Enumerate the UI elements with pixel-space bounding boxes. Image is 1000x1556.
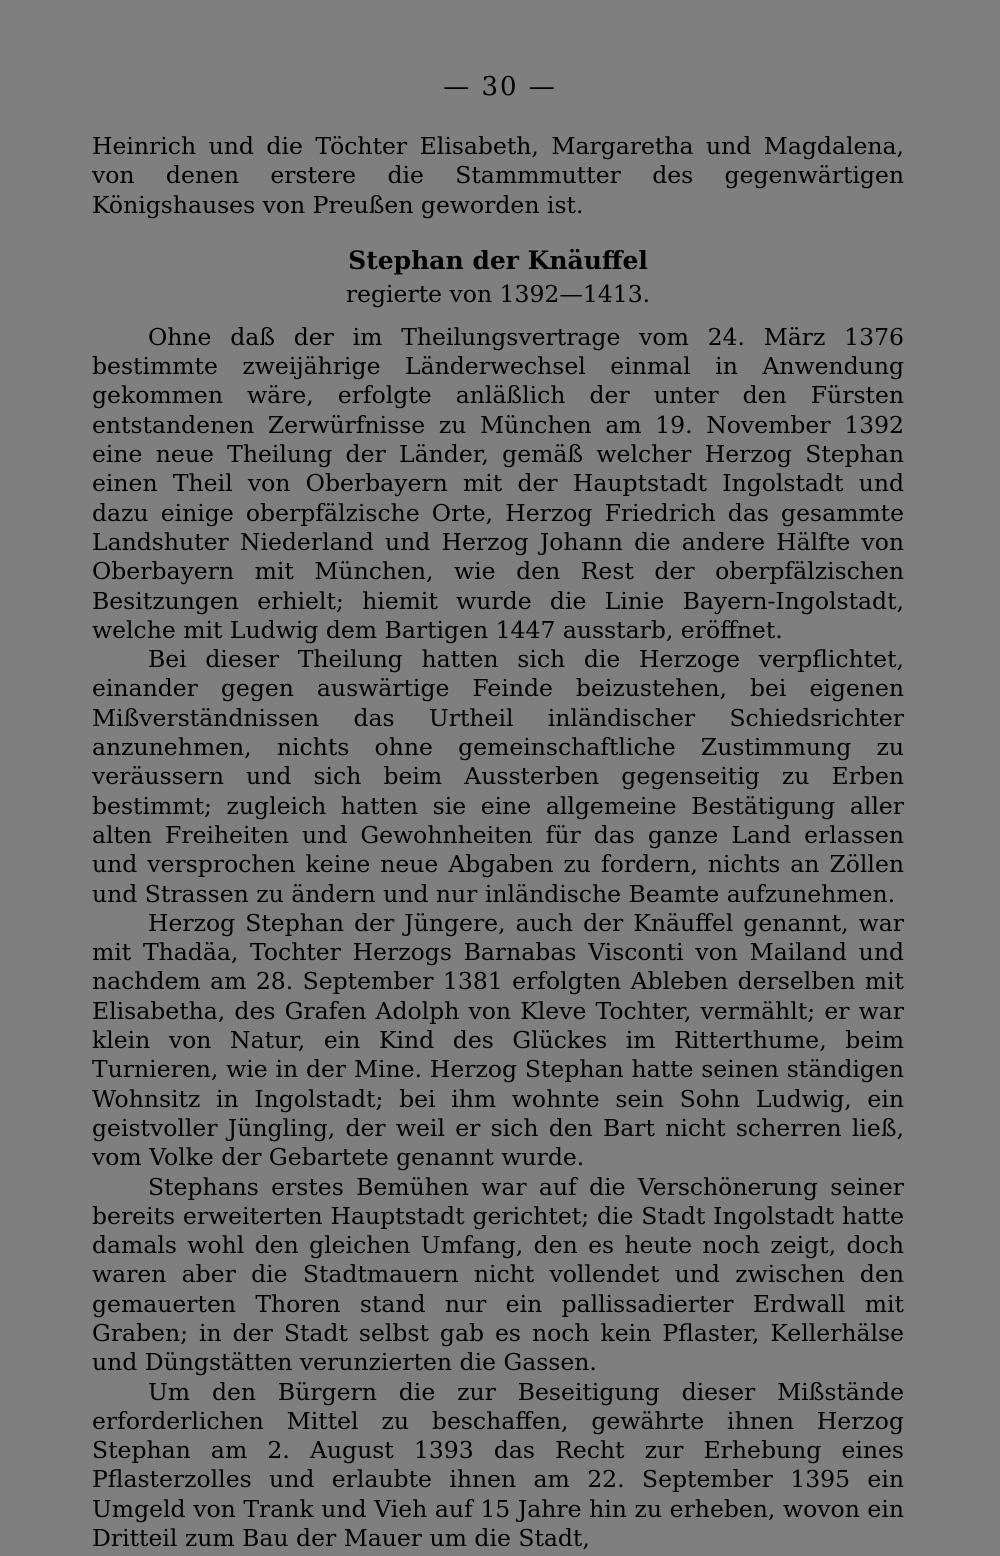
paragraph: Stephans erstes Bemühen war auf die Verschönerung seiner bereits erweiterten Hauptstadt gerichtet; die Stadt Ingolstadt hatte damals wohl den gleichen Umfang, den es heute noch zeigt, doch waren aber die Stadtmauern nicht vollendet und zwischen den gemauerten Thoren stand nur ein pallissadierter Erdwall mit Graben; in der Stadt selbst gab es noch kein Pflaster, Kellerhälse und Düngstätten verunzierten die Gassen. bbox=[92, 1172, 904, 1377]
paragraph: Herzog Stephan der Jüngere, auch der Knäuffel genannt, war mit Thadäa, Tochter Herzogs Barnabas Visconti von Mailand und nachdem am 28. September 1381 erfolgten Ableben derselben mit Elisabetha, des Grafen Adolph von Kleve Tochter, vermählt; er war klein von Natur, ein Kind des Glückes im Ritterthume, beim Turnieren, wie in der Mine. Herzog Stephan hatte seinen ständigen Wohnsitz in Ingolstadt; bei ihm wohnte sein Sohn Ludwig, ein geistvoller Jüngling, der weil er sich den Bart nicht scherren ließ, vom Volke der Gebartete genannt wurde. bbox=[92, 908, 904, 1172]
section-subtitle: regierte von 1392—1413. bbox=[345, 279, 651, 308]
paragraph: Ohne daß der im Theilungsvertrage vom 24. März 1376 bestimmte zweijährige Länderwechsel einmal in Anwendung gekommen wäre, erfolgte anläßlich der unter den Fürsten entstandenen Zerwürfnisse zu München am 19. November 1392 eine neue Theilung der Länder, gemäß welcher Herzog Stephan einen Theil von Oberbayern mit der Hauptstadt Ingolstadt und dazu einige oberpfälzische Orte, Herzog Friedrich das gesammte Landshuter Niederland und Herzog Johann die andere Hälfte von Oberbayern mit München, wie den Rest der oberpfälzischen Besitzungen erhielt; hiemit wurde die Linie Bayern-Ingolstadt, welche mit Ludwig dem Bartigen 1447 ausstarb, eröffnet. bbox=[92, 322, 904, 644]
section-title: Stephan der Knäuffel bbox=[348, 245, 648, 275]
paragraph: Bei dieser Theilung hatten sich die Herzoge verpflichtet, einander gegen auswärtige Feinde beizustehen, bei eigenen Mißverständnissen das Urtheil inländischer Schiedsrichter anzunehmen, nichts ohne gemeinschaftliche Zustimmung zu veräussern und sich beim Aussterben gegenseitig zu Erben bestimmt; zugleich hatten sie eine allgemeine Bestätigung aller alten Freiheiten und Gewohnheiten für das ganze Land erlassen und versprochen keine neue Abgaben zu fordern, nichts an Zöllen und Strassen zu ändern und nur inländische Beamte aufzunehmen. bbox=[92, 645, 904, 908]
paragraph: Um den Bürgern die zur Beseitigung dieser Mißstände erforderlichen Mittel zu beschaffen, gewährte ihnen Herzog Stephan am 2. August 1393 das Recht zur Erhebung eines Pflasterzolles und erlaubte ihnen am 22. September 1395 ein Umgeld von Trank und Vieh auf 15 Jahre hin zu erheben, wovon ein Dritteil zum Bau der Mauer um die Stadt, bbox=[92, 1377, 904, 1553]
paragraph-continuation: Heinrich und die Töchter Elisabeth, Margaretha und Magdalena, von denen erstere die Stammmutter des gegenwärtigen Königshauses von Preußen geworden ist. bbox=[92, 132, 904, 219]
page-body bbox=[92, 132, 904, 1553]
page-number: — 30 — bbox=[443, 72, 557, 102]
